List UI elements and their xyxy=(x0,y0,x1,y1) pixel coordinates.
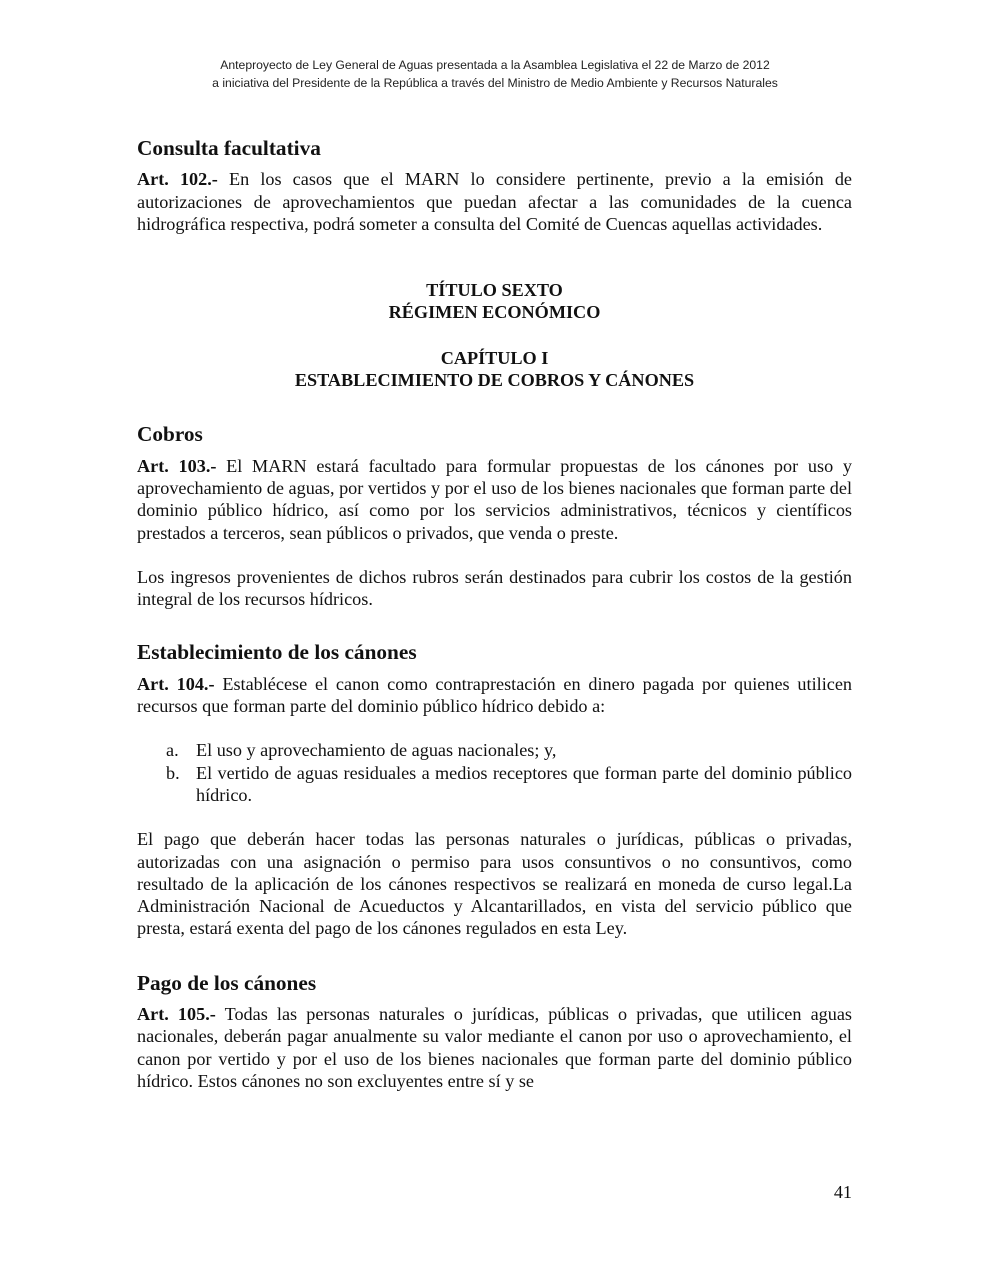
article-label: Art. 102.- xyxy=(137,169,218,190)
page-number: 41 xyxy=(833,1182,852,1202)
article-text: Establécese el canon como contraprestación en dinero pagada por quienes utilicen recursos que forman parte del dominio público hídrico debido a: xyxy=(137,673,852,717)
section-heading-cobros: Cobros xyxy=(137,422,203,447)
header-line-2: a iniciativa del Presidente de la República a través del Ministro de Medio Ambiente y Recursos Naturales xyxy=(212,76,778,90)
article-102 xyxy=(137,168,852,235)
article-104-paragraph-2: El pago que deberán hacer todas las personas naturales o jurídicas, públicas o privadas, autorizadas con una asignación o permiso para usos consuntivos o no consuntivos, como resultado de la aplicación de los cánones respectivos se realizará en moneda de curso legal.La Administración Nacional de Acueductos y Alcantarillados, en vista del servicio público que presta, estará exenta del pago de los cánones regulados en esta Ley. xyxy=(137,829,852,939)
article-text: En los casos que el MARN lo considere pertinente, previo a la emisión de autorizaciones de aprovechamientos que puedan afectar a las comunidades de la cuenca hidrográfica respectiva, podrá someter a consulta del Comité de Cuencas aquellas actividades. xyxy=(137,169,853,234)
list-item-text: El vertido de aguas residuales a medios receptores que forman parte del dominio público hídrico. xyxy=(196,762,852,805)
title-regimen: RÉGIMEN ECONÓMICO xyxy=(388,302,601,323)
section-heading-consulta: Consulta facultativa xyxy=(137,136,321,160)
article-104 xyxy=(137,673,852,718)
chapter-title: ESTABLECIMIENTO DE COBROS Y CÁNONES xyxy=(294,370,695,391)
header-line-1: Anteproyecto de Ley General de Aguas presentada a la Asamblea Legislativa el 22 de Marzo de 2012 xyxy=(220,58,770,72)
page-header xyxy=(0,56,990,92)
list-marker: a. xyxy=(166,740,179,761)
article-text: El MARN estará facultado para formular propuestas de los cánones por uso y aprovechamiento de aguas, por vertidos y por el uso de los bienes nacionales que forman parte del dominio público hídrico, así como por los servicios administrativos, técnicos y científicos prestados a terceros, sean públicos o privados, que venda o preste. xyxy=(137,455,852,543)
article-104-list xyxy=(137,739,852,806)
chapter-block xyxy=(137,347,852,392)
article-103-paragraph-2: Los ingresos provenientes de dichos rubros serán destinados para cubrir los costos de la gestión integral de los recursos hídricos. xyxy=(137,566,852,610)
chapter-number: CAPÍTULO I xyxy=(440,347,549,368)
title-sexto: TÍTULO SEXTO xyxy=(426,280,563,301)
list-item xyxy=(137,739,852,761)
list-marker: b. xyxy=(166,762,180,783)
section-heading-pago: Pago de los cánones xyxy=(137,970,317,995)
article-label: Art. 104.- xyxy=(137,673,215,694)
article-105 xyxy=(137,1003,852,1092)
article-label: Art. 103.- xyxy=(137,455,217,476)
section-heading-establecimiento: Establecimiento de los cánones xyxy=(137,640,417,665)
article-text: Todas las personas naturales o jurídicas, públicas o privadas, que utilicen aguas nacionales, deberán pagar anualmente su valor mediante el canon por uso o aprovechamiento, el canon por vertido y por el uso de los bienes nacionales que forman parte del dominio público hídrico. Estos cánones no son excluyentes entre sí y se xyxy=(137,1004,852,1091)
article-103 xyxy=(137,455,852,544)
list-item xyxy=(137,762,852,807)
title-block xyxy=(137,279,852,324)
list-item-text: El uso y aprovechamiento de aguas nacionales; y, xyxy=(196,740,557,761)
article-label: Art. 105.- xyxy=(137,1004,216,1025)
document-body xyxy=(137,137,852,1092)
